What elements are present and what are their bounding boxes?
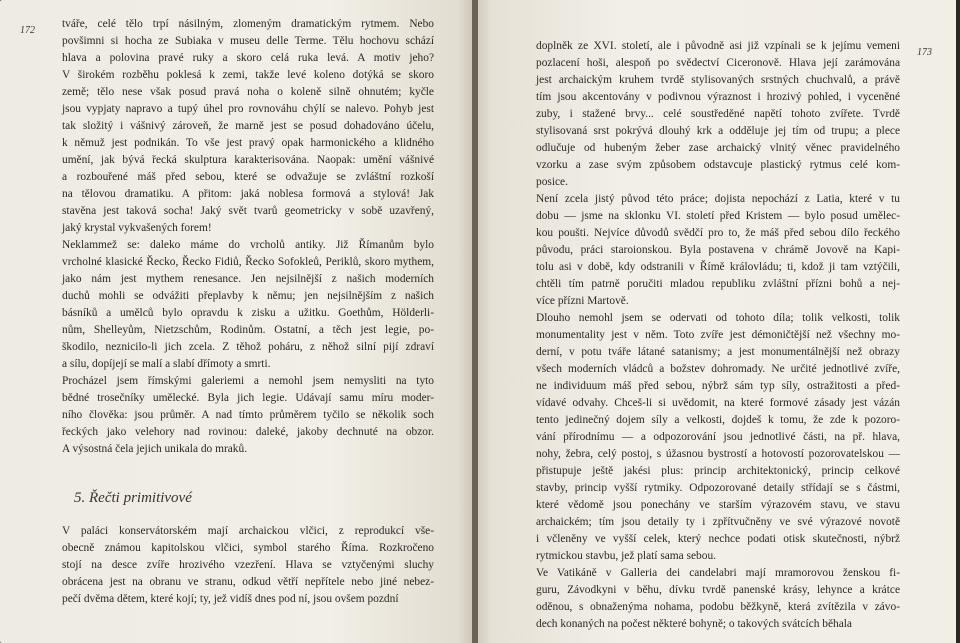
text-line: V širokém rozběhu poklesá k zemi, takže levé koleno dotýká se skoro <box>62 69 434 81</box>
text-line: básníků a umělců bylo opravdu k zisku a užitku. Goethům, Hölderli- <box>62 307 434 319</box>
text-line: kou poušti. Nejvíce důvodů svědčí pro to, že máš před sebou dílo řeckého <box>536 227 900 239</box>
text-line: i včleněny ve vyšší celek, který nechce podati otisk skutečnosti, nýbrž <box>536 533 900 545</box>
text-line: a rozbouřené máš před sebou, které se odvažuje se zvláštní rozkoší <box>62 171 434 183</box>
text-line: Ve Vatikáně v Galleria dei candelabri mají mramorovou ženskou fi- <box>536 567 900 579</box>
text-line: derní, v potu tváře látané satanismy; a jest monumentálnější než obrazy <box>536 346 900 358</box>
text-line: škodilo, neznicilo-li jich zcela. Z těhož poháru, z něhož silní pijí zdraví <box>62 341 434 353</box>
text-line: všech moderních vládců a božstev dohromady. Ne určité jednotlivé zvíře, <box>536 363 900 375</box>
text-line: pečí dvěma dětem, které kojí; ty, jež vidíš dnes pod ní, jsou ovšem pozdní <box>62 593 399 605</box>
section-heading: 5. Řečti primitivové <box>74 490 192 506</box>
text-line: tím jsou akcentovány v podivnou výraznost i hrozivý pohled, i vyceněné <box>536 91 900 103</box>
text-line: tak složitý i vášnivý zároveň, že marně jest se posud dohadováno účelu, <box>62 120 434 132</box>
text-line: přistupuje ještě jakési plus: princip architektonický, princip celkové <box>536 465 900 477</box>
text-line: dobu — jsme na sklonku VI. století před Kristem — bylo posud umělec- <box>536 210 900 222</box>
right-page <box>478 0 956 643</box>
text-line: na tělovou dramatiku. A přitom: jaká noblesa formová a stylová! Jak <box>62 188 434 200</box>
text-line: jaký krystal vykvašených forem! <box>62 222 212 234</box>
text-line: ne individuum máš před sebou, nýbrž sám typ síly, ostražitosti a před- <box>536 380 900 392</box>
text-line: tento jedinečný dojem síly a velkosti, dojdeš k tomu, že zde k pozoro- <box>536 414 900 426</box>
text-line: oděnou, s obnaženýma nohama, podobu běžkyně, která zvítězila v závo- <box>536 601 900 613</box>
text-line: tolu asi v době, kdy odstranili v Římě královládu; ti, kdož ji tam vztýčili, <box>536 261 900 273</box>
left-paragraphs-top <box>62 16 434 458</box>
text-line: chtěli tím patrně poručiti mladou republiku zvláštní přízni bohů a nej- <box>536 278 900 290</box>
text-line: ního člověka: jsou průměr. A nad tímto průměrem tyčilo se několik soch <box>62 409 434 421</box>
text-line: země; tělo nese však posud pravá noha o koleně silně ohnutém; kyčle <box>62 86 434 98</box>
text-line: obecně známou kapitolskou vlčici, symbol starého Říma. Rozkročeno <box>62 542 434 554</box>
text-line: monumentality jest v něm. Toto zvíře jest démoničtější než všechny mo- <box>536 329 900 341</box>
right-page-text <box>536 38 900 633</box>
text-line: rytmickou stavbu, jež platí sama sebou. <box>536 550 716 562</box>
left-page-text <box>62 16 434 608</box>
text-line: archaickém; tím jsou detaily ty i zpřítvučněny ve své výrazové novotě <box>536 516 900 528</box>
text-line: jako nám jest mythem renesance. Jen nejsilnější z našich moderních <box>62 273 434 285</box>
text-line: jest archaickým kruhem tvrdě stylisovaných srstných chuchvalů, a právě <box>536 74 900 86</box>
text-line: řeckých jako velehory nad rovinou: daleké, jakoby dechnuté na obzor. <box>62 426 434 438</box>
text-line: a sílu, dopíjejí se malí a slabí dřímoty a smrti. <box>62 358 271 370</box>
text-line: pozlacení hoši, alespoň po svědectví Ciceronově. Hlava její zarámována <box>536 57 900 69</box>
text-line: původu, práci staroionskou. Byla postavena v chrámě Jovově na Kapi- <box>536 244 900 256</box>
text-line: duchů mohli se odvážiti přeplavby k němu; jen nejsilnějším z našich <box>62 290 434 302</box>
text-line: umění, jak bývá řecká skulptura karakterisována. Naopak: umění vášnivé <box>62 154 434 166</box>
text-line: Není zcela jistý původ této práce; dojista nepochází z Latia, které v tu <box>536 193 900 205</box>
text-line: vídavé odvahy. Chceš-li si uvědomit, na které formové zásady jest vázán <box>536 397 900 409</box>
page-number-left: 172 <box>20 25 35 36</box>
text-line: guru, Závodkyni v běhu, dívku tvrdě panenské krásy, lehynce a krátce <box>536 584 900 596</box>
text-line: Procházel jsem římskými galeriemi a nemohl jsem nemysliti na tyto <box>62 375 434 387</box>
text-line: hlava a polovina pravé ruky a skoro celá ruka levá. A motiv jeho? <box>62 52 434 64</box>
text-line: které vědomě jsou ponechány ve starším výrazovém stavu, ve stavu <box>536 499 900 511</box>
text-line: nohy, žebra, celý postoj, s úžasnou bystrostí a hotovostí pozorovatelskou — <box>536 448 900 460</box>
text-line: jsou vypjaty napravo a tupý úhel pro rovnováhu chýlí se nalevo. Pohyb jest <box>62 103 434 115</box>
text-line: obrácena jest na obranu ve stranu, odkud větří nepřítele nebo jiné nebez- <box>62 576 434 588</box>
text-line: V paláci konservátorském mají archaickou vlčici, z reprodukcí vše- <box>62 525 434 537</box>
left-paragraphs-bottom <box>62 523 434 608</box>
text-line: tváře, celé tělo trpí násilným, zlomeným dramatickým rytmem. Nebo <box>62 18 434 30</box>
text-line: více přízni Martově. <box>536 295 629 307</box>
page-number-right: 173 <box>917 47 932 58</box>
text-line: vzorku a zase svým způsobem odstavcuje plastický rytmus celé kom- <box>536 159 900 171</box>
text-line: Dlouho nemohl jsem se odervati od tohoto díla; tolik velkosti, tolik <box>536 312 900 324</box>
text-line: zuby, i stažené brvy... celé soustředěné napětí tohoto zvířete. Tvrdě <box>536 108 900 120</box>
text-line: stavby, princip vyšší rytmiky. Odpozorované detaily střídají se s částmi, <box>536 482 900 494</box>
text-line: stylisovaná srst pokrývá dlouhý krk a odděluje jej tím od trupu; a plece <box>536 125 900 137</box>
text-line: stojí na desce zvíře hrozivého vzezření. Hlava se vztyčenými sluchy <box>62 559 434 571</box>
text-line: dech konaných na počest některé bohyně; o takových svátcích běhala <box>536 618 852 630</box>
text-line: A výsostná čela jejich unikala do mraků. <box>62 443 248 455</box>
text-line: doplněk ze XVI. století, ale i původně asi již vzpínali se k jejímu vemeni <box>536 40 900 52</box>
text-line: stavěna jest taková socha! Jaký svět tvarů geometricky v sobě uzavřený, <box>62 205 434 217</box>
text-line: Neklammež se: daleko máme do vrcholů antiky. Již Římanům bylo <box>62 239 434 251</box>
text-line: vání přírodnímu — a odpozorování jsou jednotlivé části, na př. hlava, <box>536 431 900 443</box>
text-line: vrcholné klasické Řecko, Řecko Fidiů, Řecko Sofokleů, Periklů, skoro mythem, <box>62 256 434 268</box>
text-line: povšimni si hocha ze Subiaka v museu delle Terme. Tělu hochovu schází <box>62 35 434 47</box>
text-line: posice. <box>536 176 568 188</box>
left-page <box>0 0 472 643</box>
text-line: nům, Shelleyům, Nietzschům, Rodinům. Ostatní, a těch jest legie, po- <box>62 324 434 336</box>
text-line: odlučuje od hubeným žeber zase archaický vlnitý věnec pravidelného <box>536 142 900 154</box>
text-line: bědné trosečníky umělecké. Byla jich legie. Udávají samu míru moder- <box>62 392 434 404</box>
text-line: k němuž jest podnikán. To vše jest pravý opak harmonického a klidného <box>62 137 434 149</box>
